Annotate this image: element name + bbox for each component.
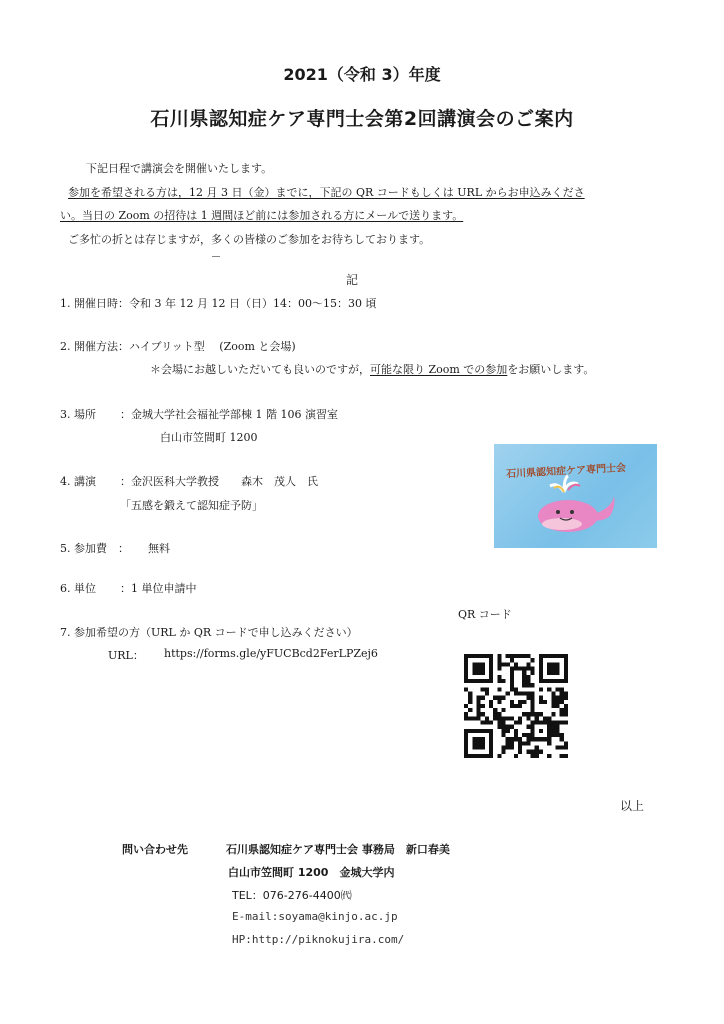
- item-date: 1. 開催日時：令和 3 年 12 月 12 日（日）14：00〜15：30 頃: [60, 297, 377, 310]
- intro-line-1: 下記日程で講演会を開催いたします。: [86, 162, 273, 175]
- qr-code-icon: [464, 654, 568, 758]
- intro-line-4: ご多忙の折とは存じますが，多くの皆様のご参加をお待ちしております。: [68, 233, 431, 246]
- method-note-tail: をお願いします。: [507, 363, 595, 376]
- stray-mark: [212, 256, 220, 257]
- item-venue: ：金城大学社会福祉学部棟 1 階 106 演習室: [120, 408, 338, 421]
- item-lecture-label: 4. 講演: [60, 475, 96, 488]
- ki-heading: 記: [346, 273, 359, 287]
- intro-line-3: い。当日の Zoom の招待は 1 週間ほど前には参加される方にメールで送ります。: [60, 209, 464, 222]
- intro-line-2: 参加を希望される方は，12 月 3 日（金）までに，下記の QR コードもしくは URL からお申込みくださ: [68, 186, 585, 199]
- page-title: 石川県認知症ケア専門士会第2回講演会のご案内: [150, 108, 574, 130]
- contact-org: 石川県認知症ケア専門士会 事務局 新口春美: [226, 843, 450, 856]
- method-note-emphasis: 可能な限り Zoom での参加: [370, 363, 508, 376]
- item-fee: 無料: [148, 542, 170, 555]
- fiscal-year: 2021（令和 3）年度: [283, 65, 441, 84]
- item-fee-label: 5. 参加費 ：: [60, 542, 129, 555]
- closing-note: 以上: [620, 799, 645, 813]
- contact-tel: TEL：076-276-4400㈹: [232, 889, 352, 902]
- item-unit-label: 6. 単位: [60, 582, 96, 595]
- item-method: 2. 開催方法：ハイブリット型 (Zoom と会場): [60, 340, 296, 353]
- item-lecture: ：金沢医科大学教授 森木 茂人 氏: [120, 475, 318, 488]
- item-venue-address: 白山市笠間町 1200: [160, 431, 258, 444]
- whale-caption: 石川県認知症ケア専門士会: [505, 462, 627, 481]
- item-unit: ：1 単位申請中: [120, 582, 197, 595]
- whale-illustration: [494, 444, 657, 548]
- contact-address: 白山市笠間町 1200 金城大学内: [228, 866, 395, 879]
- item-venue-label: 3. 場所: [60, 408, 96, 421]
- item-lecture-title: 「五感を鍛えて認知症予防」: [120, 499, 263, 512]
- qr-label: QR コード: [458, 608, 512, 621]
- item-apply: 7. 参加希望の方（URL か QR コードで申し込みください）: [60, 626, 358, 639]
- item-method-note: [150, 361, 594, 377]
- method-note-text: ＊会場にお越しいただいても良いのですが，: [150, 363, 370, 376]
- contact-homepage[interactable]: HP:http://piknokujira.com/: [232, 933, 405, 946]
- url-label: URL：: [108, 649, 144, 662]
- qr-code[interactable]: [464, 654, 568, 758]
- signup-url-link[interactable]: https://forms.gle/yFUCBcd2FerLPZej6: [164, 647, 378, 660]
- contact-label: 問い合わせ先: [122, 843, 188, 856]
- contact-email[interactable]: E-mail:soyama@kinjo.ac.jp: [232, 910, 398, 923]
- whale-icon: [494, 444, 657, 548]
